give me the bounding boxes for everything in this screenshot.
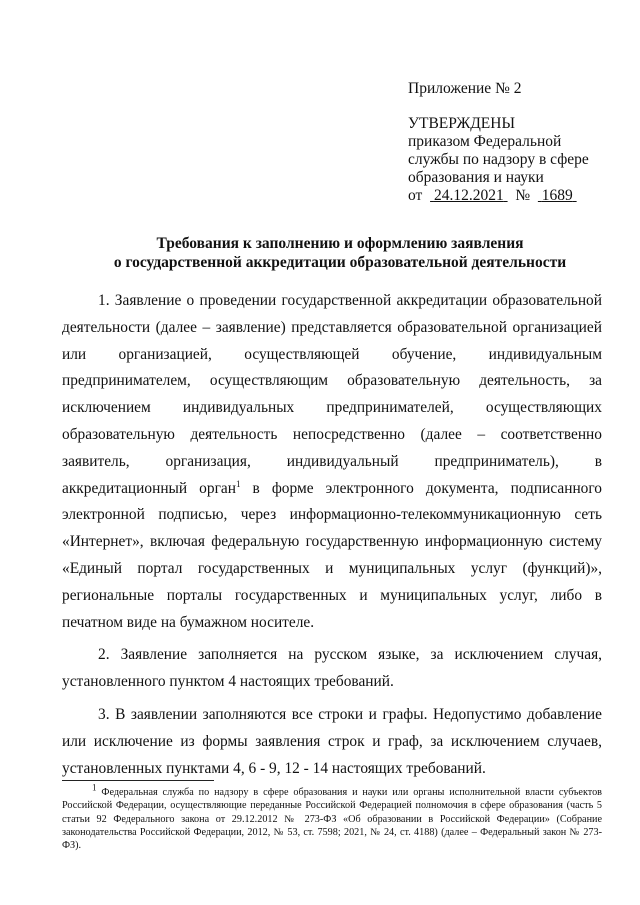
order-date: 24.12.2021 xyxy=(433,187,504,204)
order-line-1: приказом Федеральной xyxy=(408,133,562,150)
approved-heading: УТВЕРЖДЕНЫ xyxy=(408,115,515,132)
requirements-body xyxy=(62,288,602,788)
order-date-line xyxy=(408,187,628,205)
paragraph-3: 3. В заявлении заполняются все строки и графы. Недопустимо добавление или исключение из формы заявления строк и граф, за исключением случаев, установленных пунктами 4, 6 - 9, 12 - 14 настоящих требований. xyxy=(62,705,602,777)
title-line-1: Требования к заполнению и оформлению заявления xyxy=(156,235,524,252)
appendix-block xyxy=(408,80,628,205)
paragraph-2: 2. Заявление заполняется на русском языке, за исключением случая, установленного пунктом 4 настоящих требований. xyxy=(62,646,602,691)
footnote xyxy=(62,782,602,852)
document-title xyxy=(60,234,620,272)
paragraph-1: 1. Заявление о проведении государственной аккредитации образовательной деятельности (далее – заявление) представляется образовательной организацией или организацией, осуществляющей обучение, индивидуальным предпринимателем, осуществляющим образовательную деятельность, за исключением индивидуальных предпринимателей, осуществляющих образовательную деятельность непосредственно (далее – соответственно заявитель, организация, индивидуальный предприниматель), в аккредитационный орган$^1$ в форме электронного документа, подписанного электронной подписью, через информационно-телекоммуникационную сеть «Интернет», включая федеральную государственную информационную систему «Единый портал государственных и муниципальных услуг (функций)», региональные порталы государственных и муниципальных услуг, либо в печатном виде на бумажном носителе. xyxy=(62,292,602,631)
title-line-2: о государственной аккредитации образовательной деятельности xyxy=(113,254,567,271)
appendix-number: Приложение № 2 xyxy=(408,80,522,97)
footnote-text: Федеральная служба по надзору в сфере образования и науки или органы исполнительной власти субъектов Российской Федерации, осуществляющие переданные Российской Федерацией полномочия в сфере образования (часть 5 статьи 92 Федерального закона от 29.12.2012 № 273-ФЗ «Об образовании в Российской Федерации» (Собрание законодательства Российской Федерации, 2012, № 53, ст. 7598; 2021, № 24, ст. 4188) (далее – Федеральный закон № 273-ФЗ). xyxy=(62,787,602,852)
footnote-separator xyxy=(62,780,214,781)
date-prefix: от xyxy=(408,187,423,204)
order-line-3: образования и науки xyxy=(408,169,544,186)
footnote-marker: 1 xyxy=(92,782,97,793)
footnote-reference: 1 xyxy=(235,478,241,489)
number-prefix: № xyxy=(515,187,531,204)
order-number: 1689 xyxy=(541,187,573,204)
order-line-2: службы по надзору в сфере xyxy=(408,151,589,168)
